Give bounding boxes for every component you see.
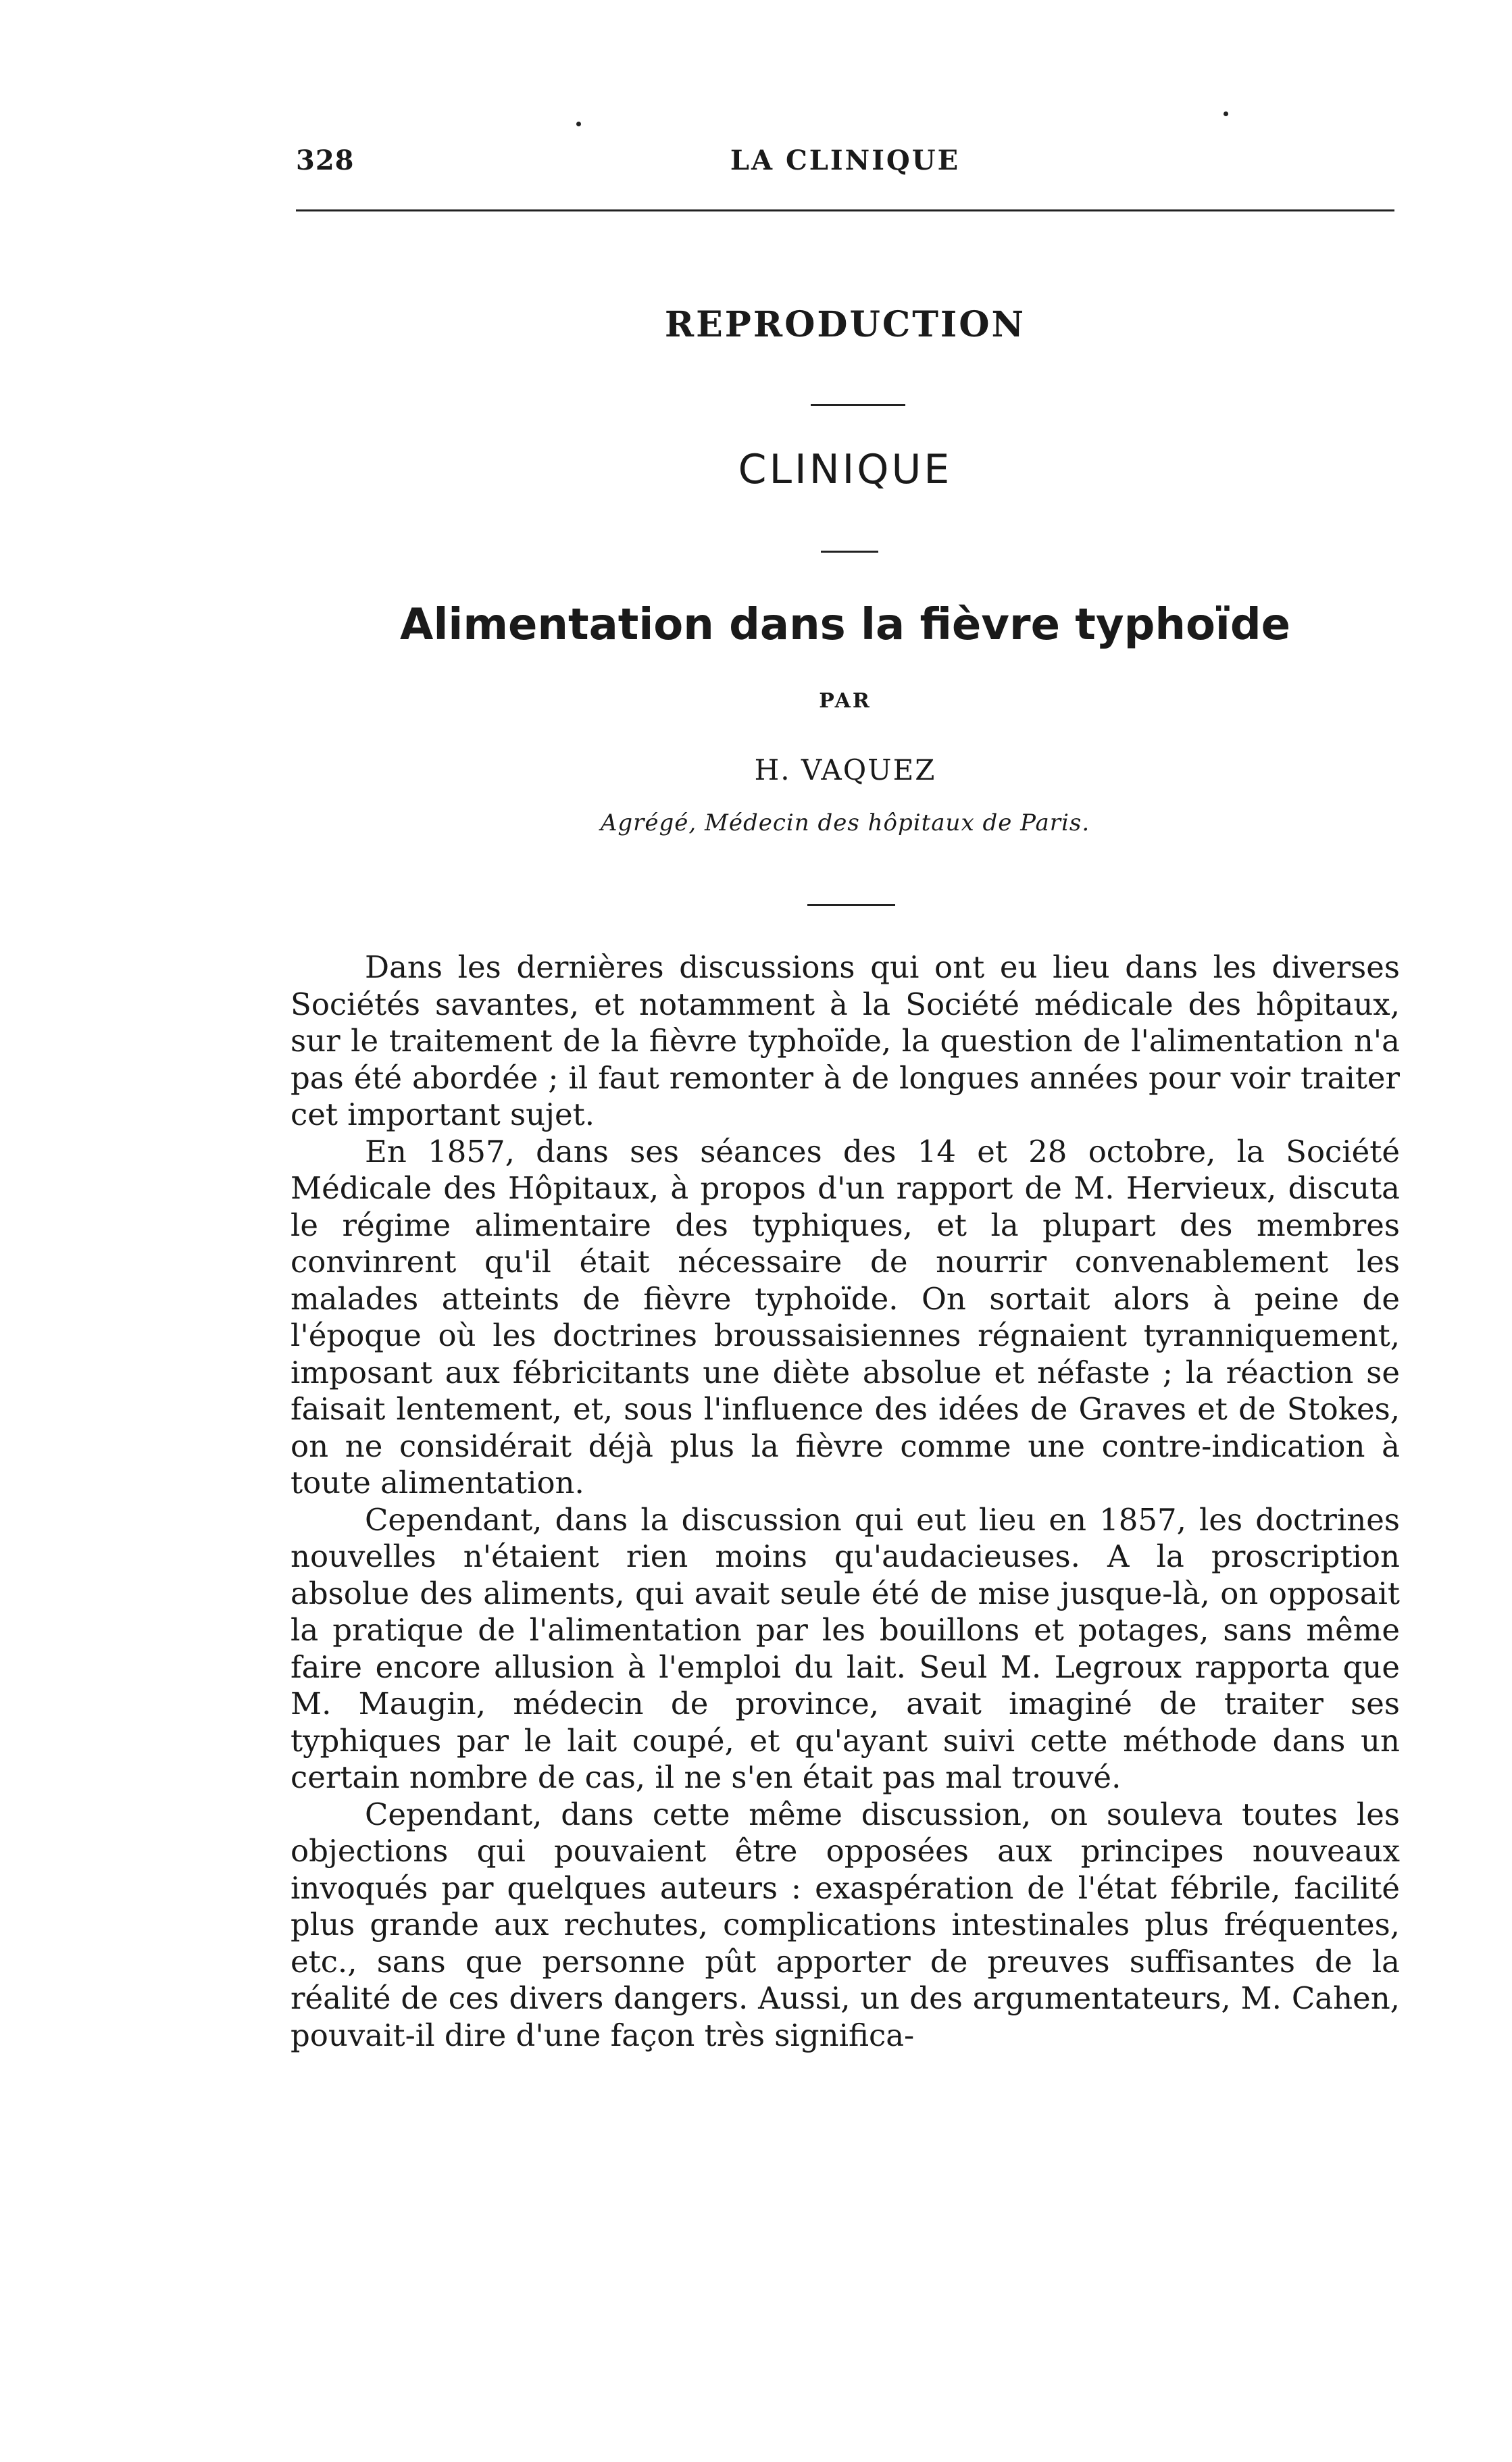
paragraph: Cependant, dans cette même discussion, on souleva toutes les objections qui pouvaient être opposées aux principes nouveaux invoqués par quelques auteurs : exaspération de l'état fébrile, facilité plus grande aux rechutes, complications intestinales plus fréquentes, etc., sans que personne pût apporter de preuves suffisantes de la réalité de ces divers dangers. Aussi, un des argumentateurs, M. Cahen, pouvait-il dire d'une façon très significa- — [291, 1796, 1400, 2053]
article-body — [291, 949, 1400, 2054]
section-title: REPRODUCTION — [664, 304, 1026, 345]
byline-divider — [807, 904, 895, 906]
page-number: 328 — [296, 145, 355, 176]
author-name: H. VAQUEZ — [754, 753, 936, 786]
header-rule — [296, 209, 1394, 211]
byline-prefix: PAR — [819, 689, 872, 713]
print-speck — [576, 122, 581, 126]
author-affiliation: Agrégé, Médecin des hôpitaux de Paris. — [600, 809, 1090, 836]
print-speck — [1224, 111, 1228, 116]
subsection-divider — [821, 551, 878, 553]
paragraph: Cependant, dans la discussion qui eut lieu en 1857, les doctrines nouvelles n'étaient rien moins qu'audacieuses. A la proscription absolue des aliments, qui avait seule été de mise jusque-là, on opposait la pratique de l'alimentation par les bouillons et potages, sans même faire encore allusion à l'emploi du lait. Seul M. Legroux rapporta que M. Maugin, médecin de province, avait imaginé de traiter ses typhiques par le lait coupé, et qu'ayant suivi cette méthode dans un certain nombre de cas, il ne s'en était pas mal trouvé. — [291, 1501, 1400, 1795]
paragraph: Dans les dernières discussions qui ont eu lieu dans les diverses Sociétés savantes, et notamment à la Société médicale des hôpitaux, sur le traitement de la fièvre typhoïde, la question de l'alimentation n'a pas été abordée ; il faut remonter à de longues années pour voir traiter cet important sujet. — [291, 949, 1400, 1132]
section-divider — [811, 404, 905, 406]
running-title: LA CLINIQUE — [730, 145, 961, 176]
subsection-title: CLINIQUE — [738, 446, 953, 493]
paragraph: En 1857, dans ses séances des 14 et 28 octobre, la Société Médicale des Hôpitaux, à propos d'un rapport de M. Hervieux, discuta le régime alimentaire des typhiques, et la plupart des membres convinrent qu'il était nécessaire de nourrir convenablement les malades atteints de fièvre typhoïde. On sortait alors à peine de l'époque où les doctrines broussaisiennes régnaient tyranniquement, imposant aux fébricitants une diète absolue et néfaste ; la réaction se faisait lentement, et, sous l'influence des idées de Graves et de Stokes, on ne considérait déjà plus la fièvre comme une contre-indication à toute alimentation. — [291, 1133, 1400, 1501]
page-header — [296, 145, 1394, 185]
article-title: Alimentation dans la fièvre typhoïde — [399, 600, 1291, 650]
